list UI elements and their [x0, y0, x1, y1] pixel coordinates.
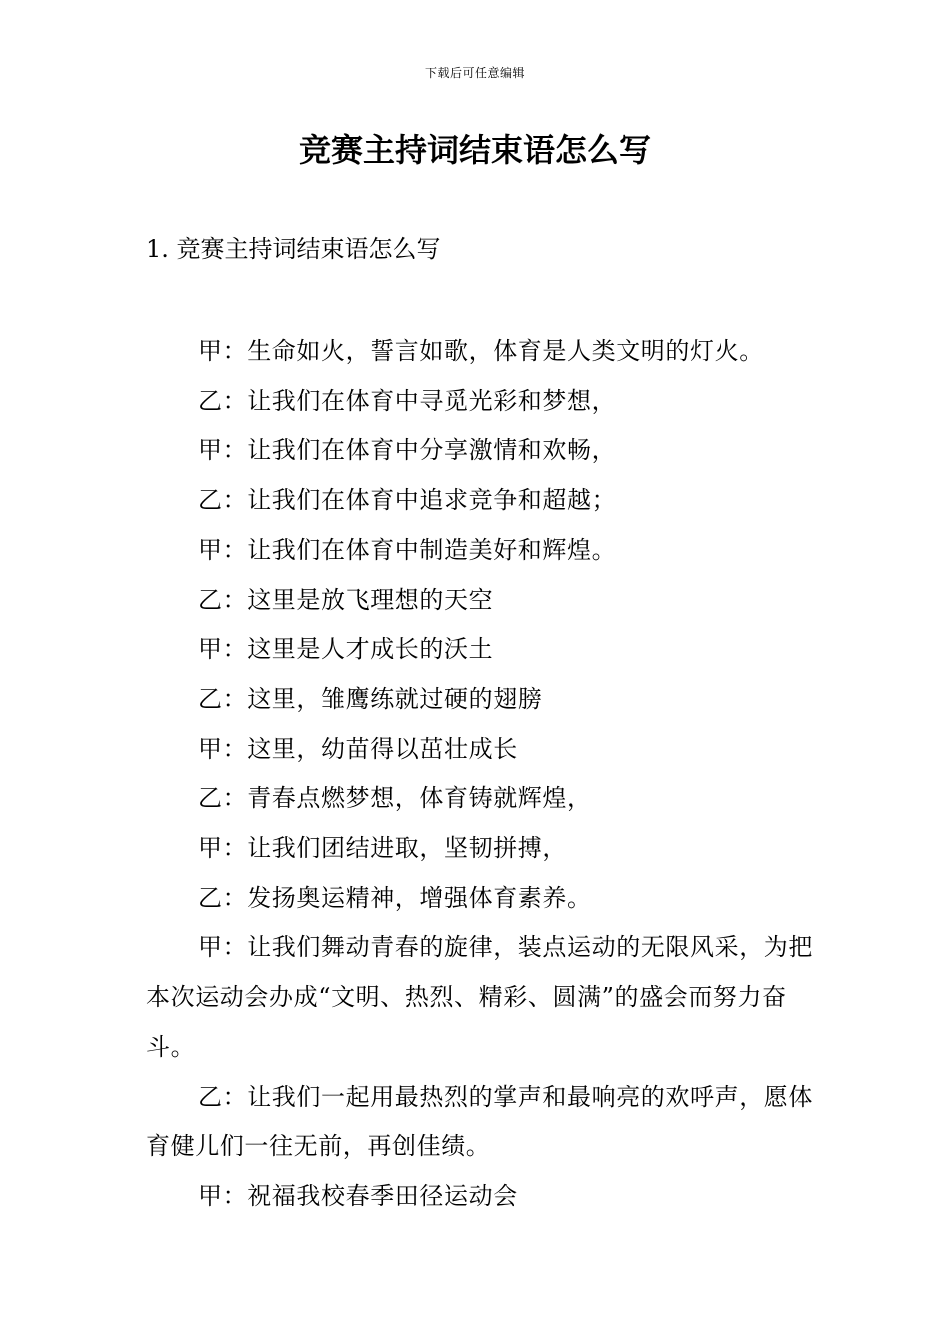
paragraph: 乙：让我们在体育中寻觅光彩和梦想， — [198, 386, 617, 415]
paragraph: 甲：让我们在体育中分享激情和欢畅， — [198, 436, 617, 465]
paragraph: 甲：让我们团结进取，坚韧拼搏， — [198, 834, 567, 863]
document-title: 竞赛主持词结束语怎么写 — [298, 131, 651, 169]
paragraph: 乙：这里是放飞理想的天空 — [198, 585, 494, 614]
paragraph: 乙：让我们在体育中追求竞争和超越； — [198, 486, 617, 515]
paragraph: 甲：这里是人才成长的沃土 — [198, 635, 494, 664]
paragraph: 乙：让我们一起用最热烈的掌声和最响亮的欢呼声，愿体育健儿们一往无前，再创佳绩。 — [146, 1082, 813, 1161]
paragraph: 乙：发扬奥运精神，增强体育素养。 — [198, 883, 592, 912]
paragraph: 甲：让我们在体育中制造美好和辉煌。 — [198, 535, 617, 564]
paragraph: 甲：祝福我校春季田径运动会 — [198, 1181, 518, 1210]
paragraph: 乙：青春点燃梦想，体育铸就辉煌， — [198, 784, 592, 813]
page-header-note: 下载后可任意编辑 — [424, 66, 525, 80]
document-body — [146, 327, 816, 1222]
paragraph: 甲：这里，幼苗得以茁壮成长 — [198, 734, 518, 763]
paragraph: 乙：这里，雏鹰练就过硬的翅膀 — [198, 684, 543, 713]
paragraph: 甲：生命如火，誓言如歌，体育是人类文明的灯火。 — [198, 337, 764, 365]
section-heading: 1. 竞赛主持词结束语怎么写 — [146, 235, 441, 263]
paragraph: 甲：让我们舞动青春的旋律，装点运动的无限风采，为把本次运动会办成“文明、热烈、精彩、圆满”的盛会而努力奋斗。 — [146, 933, 813, 1061]
